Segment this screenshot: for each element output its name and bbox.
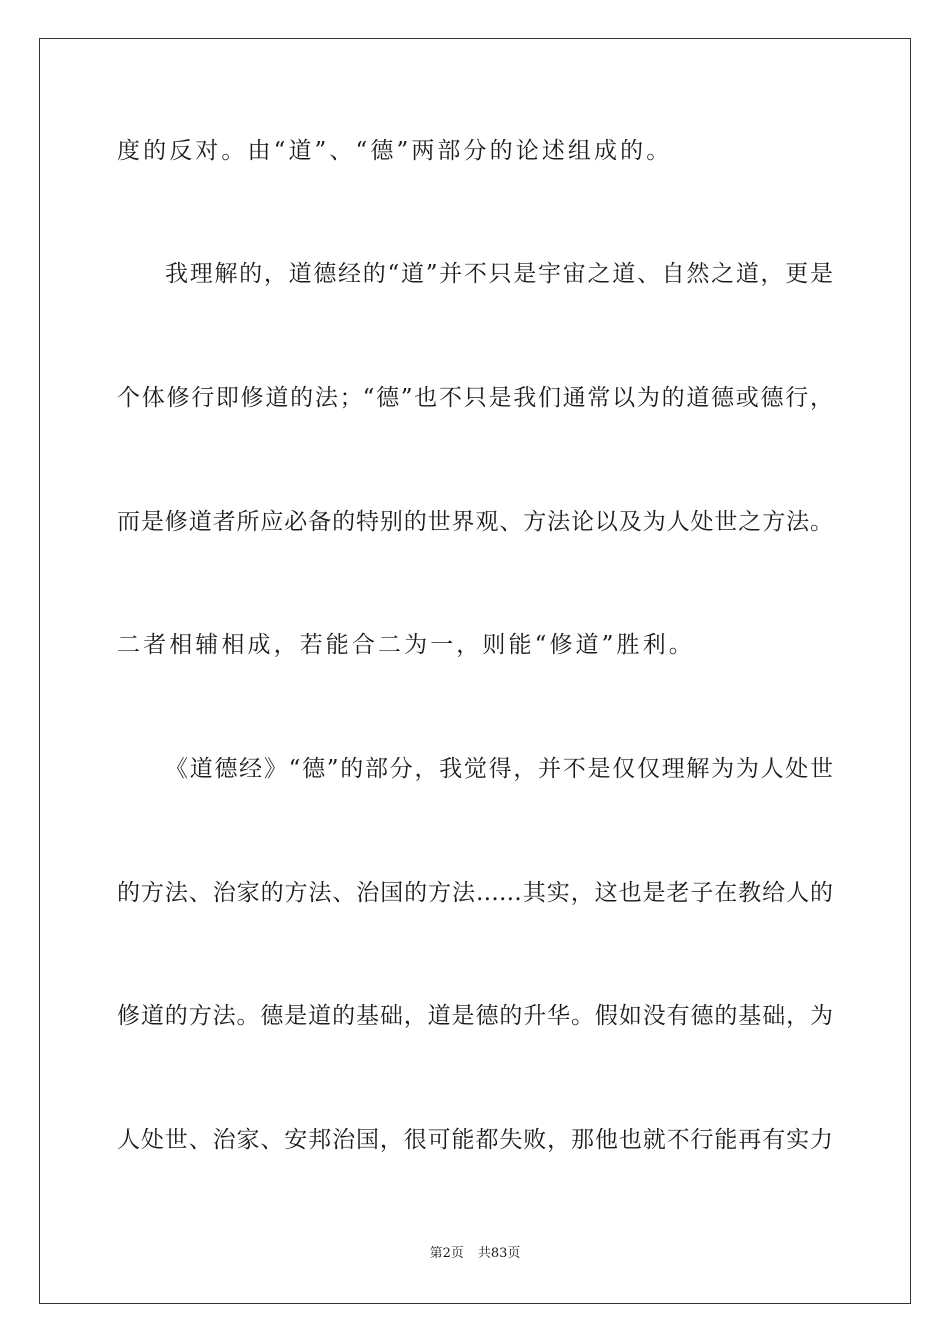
page-border [39,38,911,1304]
page-number: 第2页 [429,1246,464,1261]
page-footer [0,1245,950,1263]
total-pages: 共83页 [477,1246,521,1261]
paragraph-line: 度的反对。由“道”、“德”两部分的论述组成的。 [117,138,673,164]
paragraph-line: 修道的方法。德是道的基础，道是德的升华。假如没有德的基础，为 [117,1003,833,1029]
paragraph-line: 《道德经》“德”的部分，我觉得，并不是仅仅理解为为人处世 [165,756,833,782]
paragraph-line: 而是修道者所应必备的特别的世界观、方法论以及为人处世之方法。 [117,509,833,535]
paragraph-line: 我理解的，道德经的“道”并不只是宇宙之道、自然之道，更是 [165,261,833,287]
paragraph-line: 二者相辅相成，若能合二为一，则能“修道”胜利。 [117,632,695,658]
paragraph-line: 个体修行即修道的法；“德”也不只是我们通常以为的道德或德行， [117,385,833,411]
paragraph-line: 人处世、治家、安邦治国，很可能都失败，那他也就不行能再有实力 [117,1127,833,1153]
paragraph-line: 的方法、治家的方法、治国的方法……其实，这也是老子在教给人的 [117,880,833,906]
